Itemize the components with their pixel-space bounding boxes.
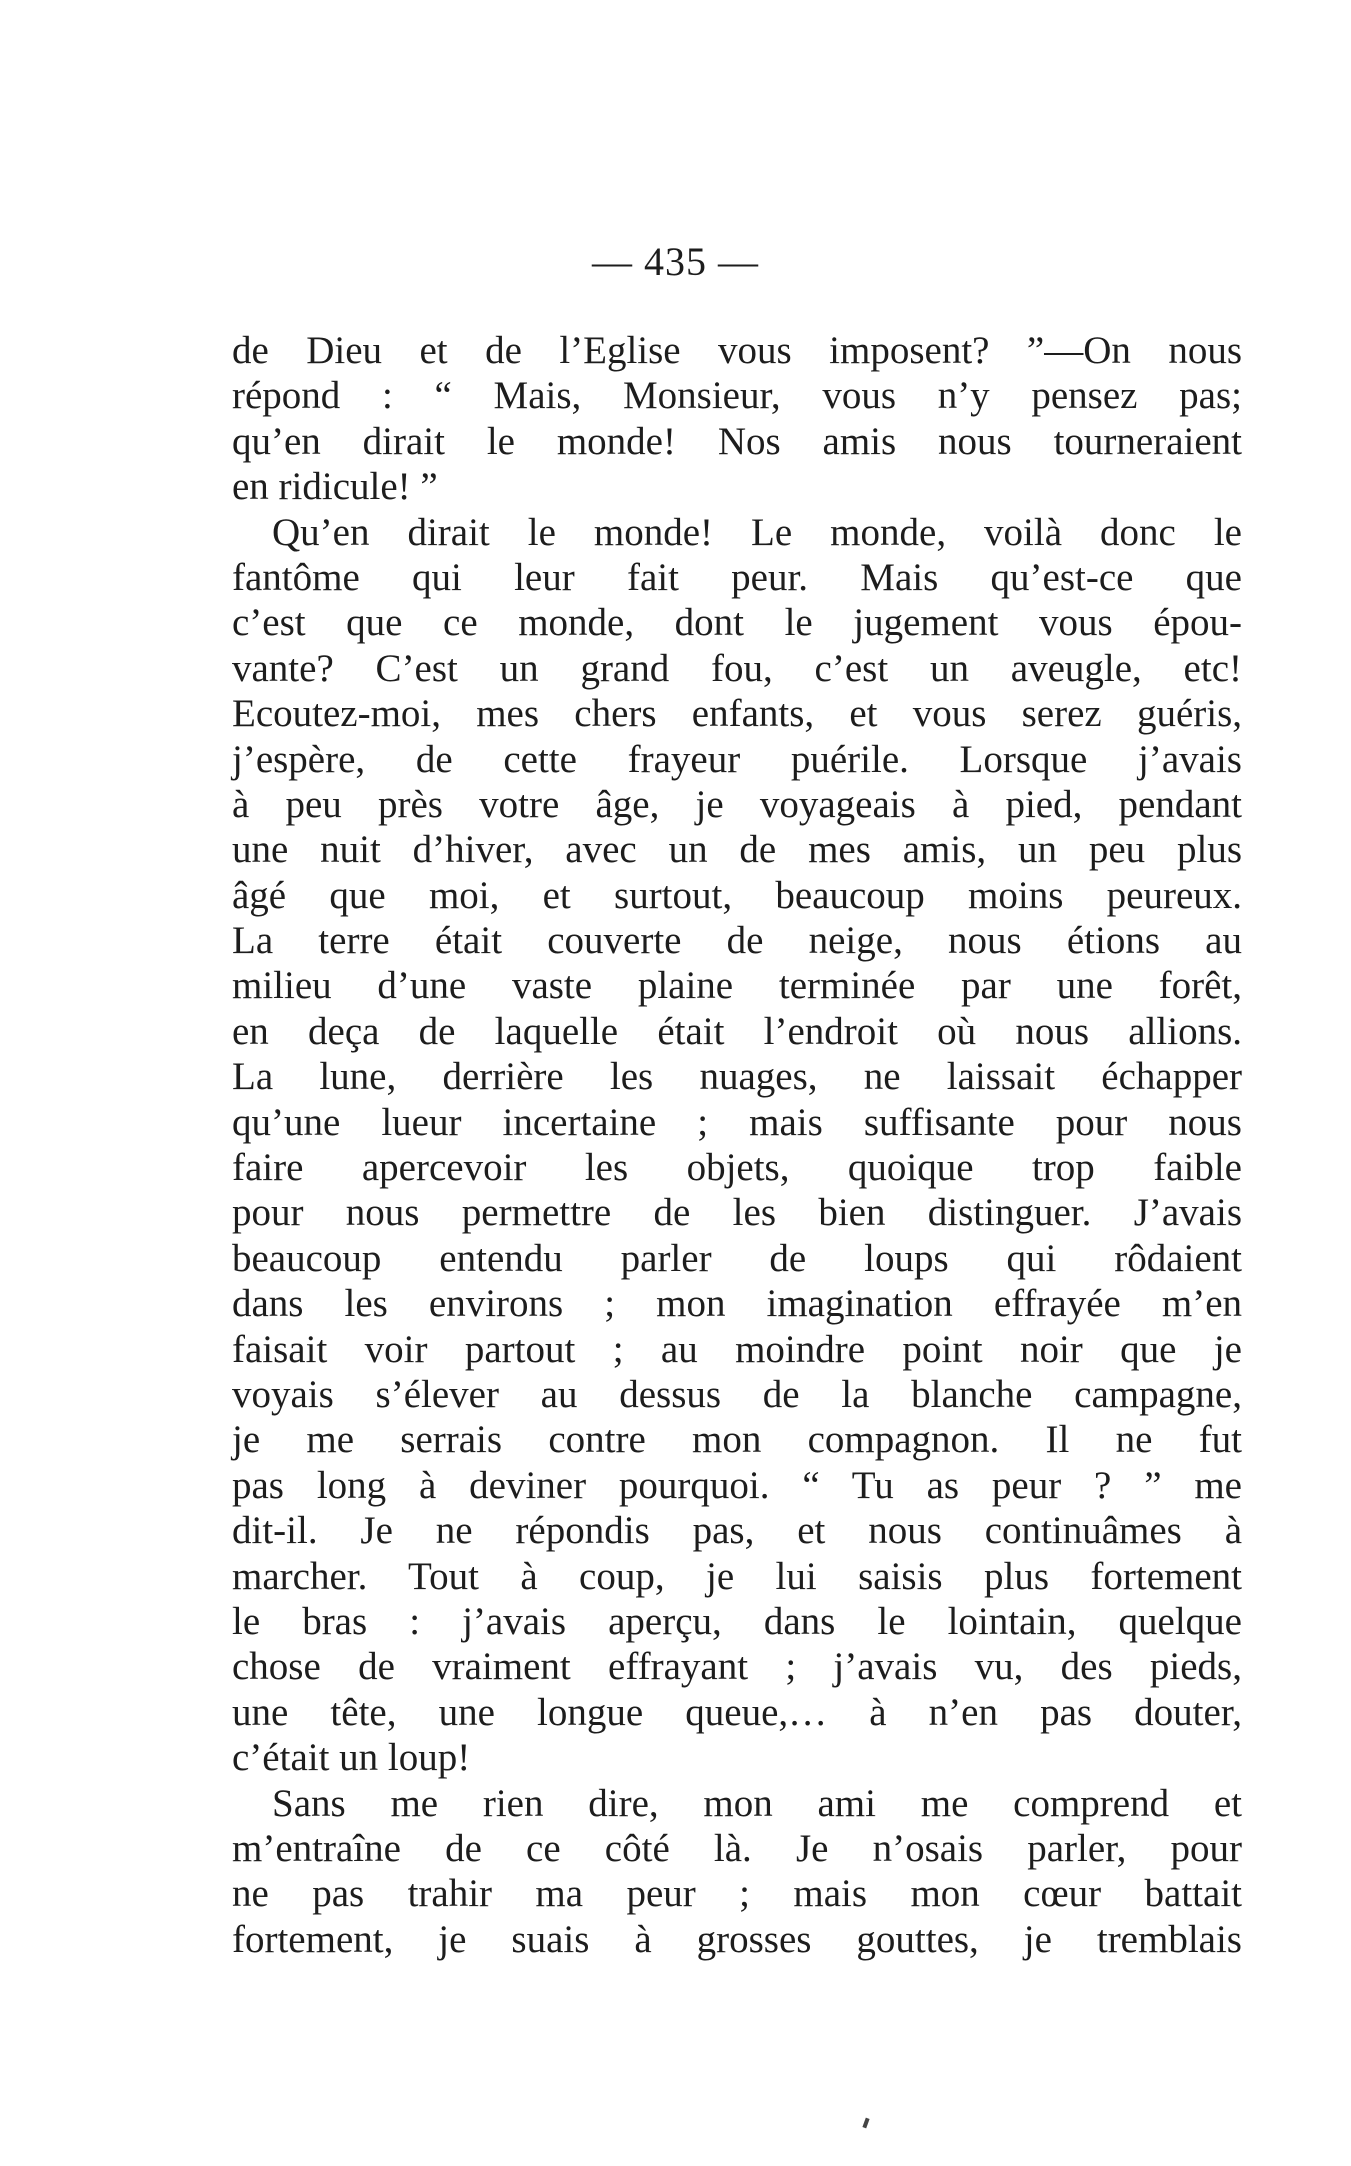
text-line: une nuit d’hiver, avec un de mes amis, un peu plus — [232, 828, 1242, 872]
text-line: qu’une lueur incertaine ; mais suffisante pour nous — [232, 1100, 1242, 1144]
text-line: ne pas trahir ma peur ; mais mon cœur battait — [232, 1872, 1242, 1916]
print-speck — [862, 2118, 869, 2129]
text-line: La lune, derrière les nuages, ne laissait échapper — [232, 1055, 1242, 1099]
text-line: c’était un loup! — [232, 1736, 471, 1780]
text-line: répond : “ Mais, Monsieur, vous n’y pensez pas; — [232, 374, 1242, 418]
body-text — [232, 328, 1242, 1962]
text-line: fantôme qui leur fait peur. Mais qu’est-ce que — [232, 555, 1242, 599]
text-line: chose de vraiment effrayant ; j’avais vu, des pieds, — [232, 1645, 1242, 1689]
text-line: Sans me rien dire, mon ami me comprend et — [272, 1781, 1242, 1825]
text-line: qu’en dirait le monde! Nos amis nous tourneraient — [232, 419, 1242, 463]
text-line: dans les environs ; mon imagination effrayée m’en — [232, 1282, 1242, 1326]
text-line: La terre était couverte de neige, nous étions au — [232, 919, 1242, 963]
text-line: je me serrais contre mon compagnon. Il ne fut — [232, 1418, 1242, 1462]
text-line: milieu d’une vaste plaine terminée par une forêt, — [232, 964, 1242, 1008]
text-line: c’est que ce monde, dont le jugement vous épou- — [232, 601, 1242, 645]
text-line: pour nous permettre de les bien distinguer. J’avais — [232, 1191, 1242, 1235]
text-line: marcher. Tout à coup, je lui saisis plus fortement — [232, 1554, 1242, 1598]
text-line: beaucoup entendu parler de loups qui rôdaient — [232, 1236, 1242, 1280]
text-line: pas long à deviner pourquoi. “ Tu as peur ? ” me — [232, 1463, 1242, 1507]
text-line: en ridicule! ” — [232, 465, 438, 509]
text-line: de Dieu et de l’Eglise vous imposent? ”—On nous — [232, 329, 1242, 372]
text-line: faire apercevoir les objets, quoique trop faible — [232, 1146, 1242, 1190]
text-line: Qu’en dirait le monde! Le monde, voilà donc le — [272, 510, 1242, 554]
text-line: à peu près votre âge, je voyageais à pied, pendant — [232, 782, 1242, 826]
page-number: — 435 — — [592, 239, 759, 284]
text-line: faisait voir partout ; au moindre point noir que je — [232, 1327, 1242, 1371]
text-line: fortement, je suais à grosses gouttes, je tremblais — [232, 1917, 1242, 1961]
text-line: dit-il. Je ne répondis pas, et nous continuâmes à — [232, 1509, 1242, 1553]
text-line: en deça de laquelle était l’endroit où nous allions. — [232, 1009, 1242, 1053]
text-line: vante? C’est un grand fou, c’est un aveugle, etc! — [232, 646, 1242, 690]
text-line: j’espère, de cette frayeur puérile. Lorsque j’avais — [232, 737, 1242, 781]
text-line: voyais s’élever au dessus de la blanche campagne, — [232, 1372, 1242, 1416]
text-line: le bras : j’avais aperçu, dans le lointain, quelque — [232, 1599, 1242, 1643]
text-line: m’entraîne de ce côté là. Je n’osais parler, pour — [232, 1826, 1242, 1870]
text-line: Ecoutez-moi, mes chers enfants, et vous serez guéris, — [232, 692, 1242, 736]
text-line: âgé que moi, et surtout, beaucoup moins peureux. — [232, 873, 1242, 917]
text-line: une tête, une longue queue,… à n’en pas douter, — [232, 1690, 1242, 1734]
